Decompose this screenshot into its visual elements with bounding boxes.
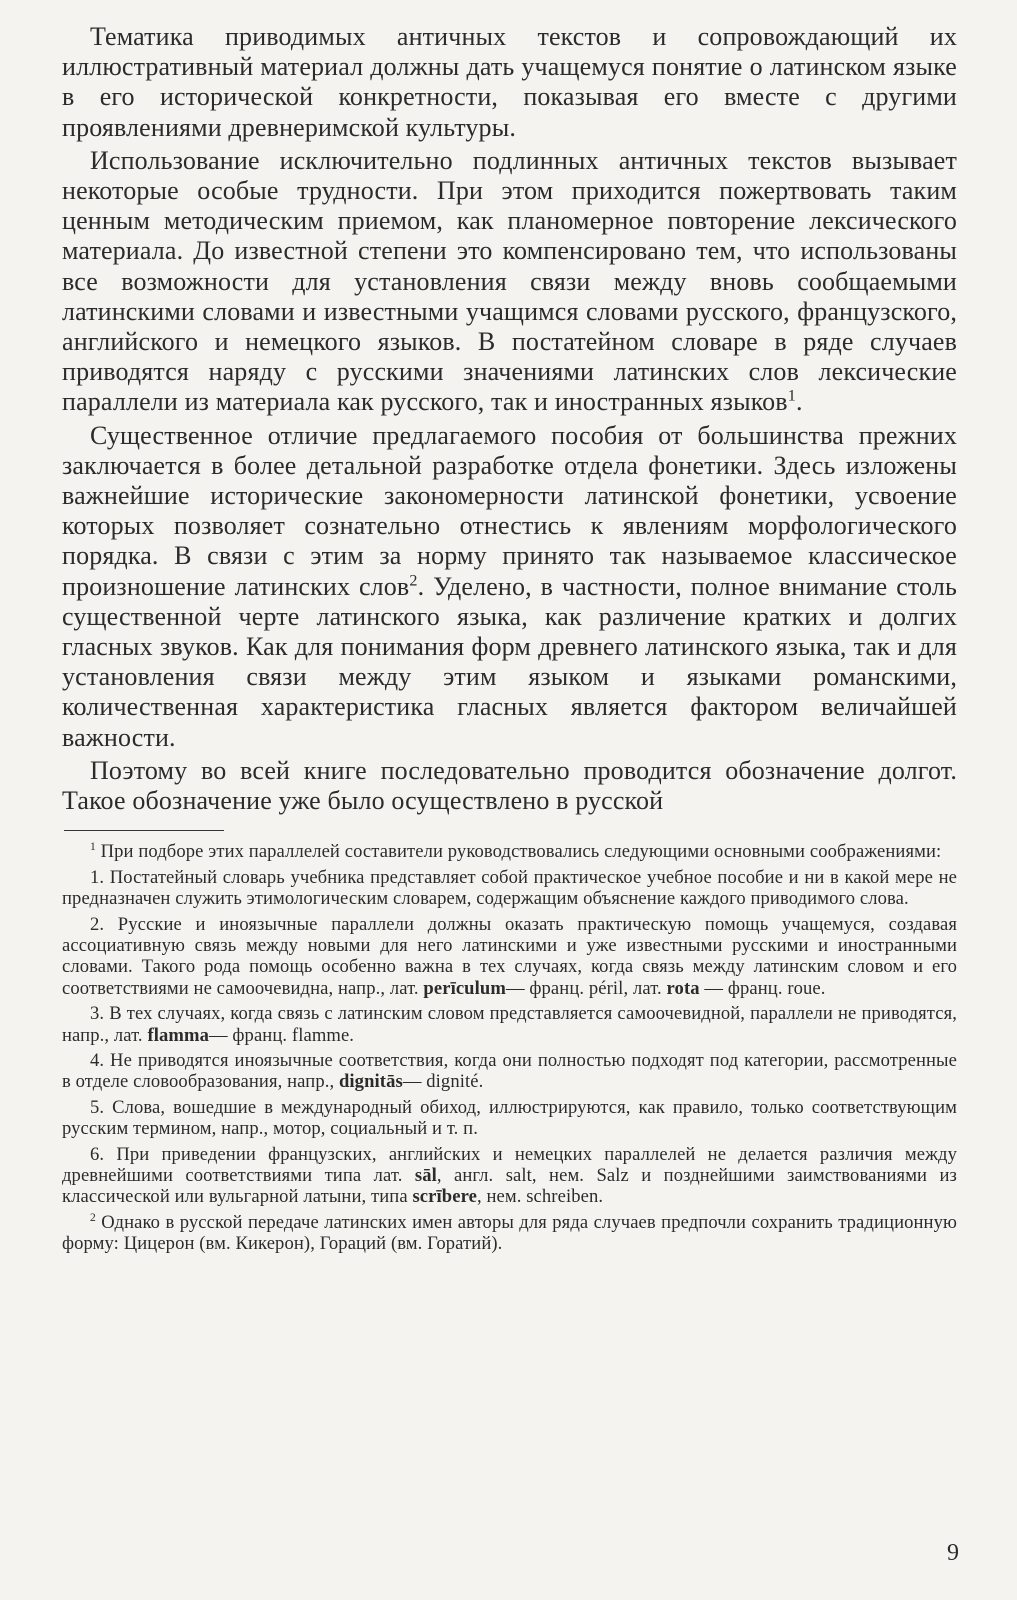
paragraph-2-end: . — [795, 387, 803, 417]
paragraph-3 — [62, 421, 957, 753]
footnote-1-item-3-text-b: — франц. flamme. — [208, 1024, 355, 1046]
footnote-1 — [62, 841, 957, 862]
footnote-1-item-6-text-b: , англ. salt, нем. Salz и позднейшими заимствованиями из классической или вульгарной латыни, типа — [62, 1164, 957, 1208]
footnote-2-mark: 2 — [90, 1211, 96, 1224]
footnote-1-item-1-text: 1. Постатейный словарь учебника представляет собой практическое учебное пособие и ни в какой мере не предназначен служить этимологическим словарем, содержащим объяснение каждого приводимого слова. — [62, 866, 957, 910]
latin-word-scribere: scrībere — [412, 1186, 477, 1208]
footnote-1-text: При подборе этих параллелей составители руководствовались следующими основными соображениями: — [100, 841, 942, 863]
footnote-1-item-2-text-c: — франц. roue. — [704, 977, 826, 999]
footnote-2-text: Однако в русской передаче латинских имен авторы для ряда случаев предпочли сохранить традиционную форму: Цицерон (вм. Кикерон), Гораций (вм. Горатий). — [62, 1211, 957, 1255]
footnote-1-item-4-text-b: — dignité. — [402, 1071, 484, 1093]
paragraph-1-text: Тематика приводимых античных текстов и сопровождающий их иллюстративный материал должны дать учащемуся понятие о латинском языке в его исторической конкретности, показывая его вместе с другими проявлениями древнеримской культуры. — [62, 22, 957, 142]
footnote-1-item-3 — [62, 1003, 957, 1046]
paragraph-1 — [62, 22, 957, 143]
footnote-1-item-5 — [62, 1097, 957, 1140]
footnote-1-mark: 1 — [90, 841, 96, 854]
footnote-1-item-6-text-c: , нем. schreiben. — [476, 1186, 604, 1208]
footnote-1-item-4-text-a: 4. Не приводятся иноязычные соответствия, когда они полностью подходят под категории, рассмотренные в отделе словообразования, напр., — [62, 1049, 957, 1093]
latin-word-flamma: flamma — [147, 1024, 209, 1046]
main-text — [62, 22, 957, 816]
footnote-divider — [64, 830, 224, 831]
footnote-1-item-4 — [62, 1050, 957, 1093]
footnote-1-item-5-text: 5. Слова, вошедшие в международный обиход, иллюстрируются, как правило, только соответствующим русским термином, напр., мотор, социальный и т. п. — [62, 1096, 957, 1140]
footnote-1-item-6 — [62, 1144, 957, 1208]
paragraph-2 — [62, 146, 957, 418]
footnote-1-item-2-text-a: 2. Русские и иноязычные параллели должны оказать практическую помощь учащемуся, создавая ассоциативную связь между новыми для него латинскими и уже известными русскими и иностранными словами. Такого рода помощь особенно важна в тех случаях, когда связь между латинским словом и его соответствиями не самоочевидна, напр., лат. — [62, 913, 957, 999]
latin-word-dignitas: dignitās — [338, 1071, 403, 1093]
footnote-1-item-3-text-a: 3. В тех случаях, когда связь с латинским словом представляется самоочевидной, параллели не приводятся, напр., лат. — [62, 1003, 957, 1046]
footnotes — [62, 841, 957, 1254]
paragraph-4-text: Поэтому во всей книге последовательно проводится обозначение долгот. Такое обозначение уже было осуществлено в русской — [62, 755, 957, 816]
paragraph-2-text: Использование исключительно подлинных античных текстов вызывает некоторые особые трудности. При этом приходится пожертвовать таким ценным методическим приемом, как планомерное повторение лексического материала. До известной степени это компенсировано тем, что использованы все возможности для установления связи между вновь сообщаемыми латинскими словами и известными учащимся словами русского, французского, английского и немецкого языков. В постатейном словаре в ряде случаев приводятся наряду с русскими значениями латинских слов лексические параллели из материала как русского, так и иностранных языков — [62, 145, 957, 417]
paragraph-4 — [62, 756, 957, 816]
footnote-1-item-2 — [62, 914, 957, 1000]
footnote-ref-1[interactable]: 1 — [787, 387, 796, 405]
latin-word-rota: rota — [666, 977, 700, 999]
paragraph-3-text-a: Существенное отличие предлагаемого пособия от большинства прежних заключается в более детальной разработке отдела фонетики. Здесь изложены важнейшие исторические закономерности латинской фонетики, усвоение которых позволяет сознательно отнестись к явлениям морфологического порядка. В связи с этим за норму принято так называемое классическое произношение латинских слов — [62, 420, 957, 601]
latin-word-sal: sāl — [414, 1164, 437, 1186]
footnote-1-item-2-text-b: — франц. péril, лат. — [505, 977, 662, 999]
footnote-1-item-6-text-a: 6. При приведении французских, английских и немецких параллелей не делается различия между древнейшими соответствиями типа лат. — [62, 1143, 957, 1186]
footnote-2 — [62, 1212, 957, 1255]
paragraph-3-text-b: . Уделено, в частности, полное внимание столь существенной черте латинского языка, как различение кратких и долгих гласных звуков. Как для понимания форм древнего латинского языка, так и для установления связи между этим языком и языками романскими, количественная характеристика гласных является фактором величайшей важности. — [62, 571, 957, 752]
latin-word-periculum: perīculum — [423, 977, 506, 999]
footnote-ref-2[interactable]: 2 — [409, 572, 418, 589]
page-number: 9 — [947, 1540, 959, 1566]
footnote-1-item-1 — [62, 867, 957, 910]
